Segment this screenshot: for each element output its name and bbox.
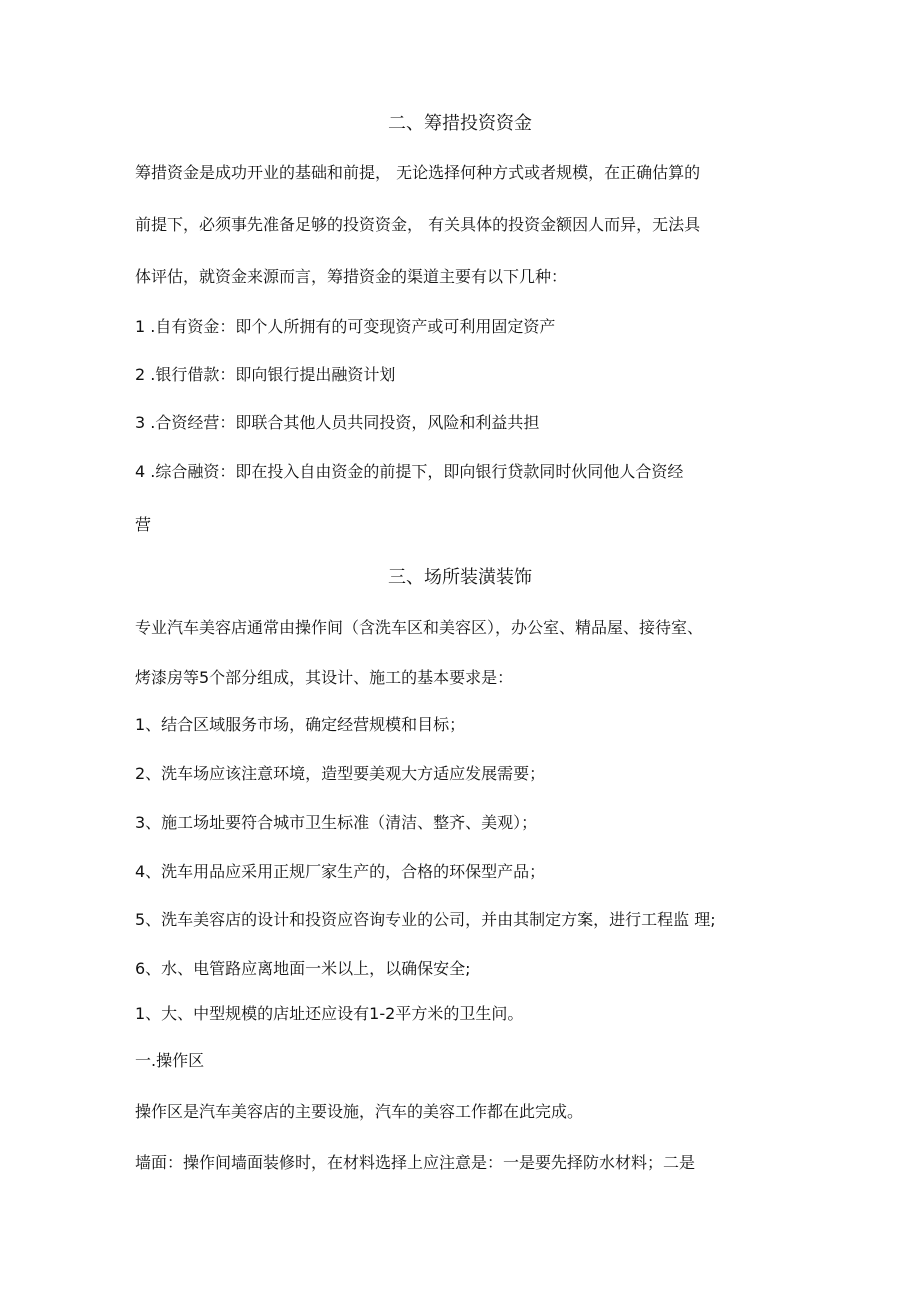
list-item: 2、洗车场应该注意环境，造型要美观大方适应发展需要； — [135, 764, 546, 783]
paragraph-line: 操作区是汽车美容店的主要设施，汽车的美容工作都在此完成。 — [135, 1102, 584, 1121]
list-item: 6、水、电管路应离地面一米以上，以确保安全; — [135, 959, 471, 978]
list-item: 5、洗车美容店的设计和投资应咨询专业的公司，并由其制定方案，进行工程监 理; — [135, 910, 716, 929]
paragraph-line: 墙面：操作间墙面装修时，在材料选择上应注意是：一是要先择防水材料；二是 — [135, 1153, 696, 1172]
paragraph-line: 专业汽车美容店通常由操作间（含洗车区和美容区），办公室、精品屋、接待室、 — [135, 618, 704, 637]
list-item: 3、施工场址要符合城市卫生标准（清洁、整齐、美观）； — [135, 813, 538, 832]
list-item: 1 .自有资金：即个人所拥有的可变现资产或可利用固定资产 — [135, 317, 556, 336]
paragraph-line: 烤漆房等5个部分组成，其设计、施工的基本要求是： — [135, 668, 514, 687]
list-item: 1、结合区域服务市场，确定经营规模和目标； — [135, 715, 466, 734]
list-item: 1、大、中型规模的店址还应设有1-2平方米的卫生问。 — [135, 1004, 524, 1023]
list-item: 2 .银行借款：即向银行提出融资计划 — [135, 365, 396, 384]
paragraph-line: 前提下，必须事先准备足够的投资资金， 有关具体的投资金额因人而异，无法具 — [135, 215, 701, 234]
paragraph-line: 体评估，就资金来源而言，筹措资金的渠道主要有以下几种： — [135, 267, 568, 286]
section-heading-decoration: 三、场所装潢装饰 — [388, 567, 532, 588]
list-item: 4 .综合融资：即在投入自由资金的前提下，即向银行贷款同时伙同他人合资经 — [135, 462, 684, 481]
list-item: 3 .合资经营：即联合其他人员共同投资，风险和利益共担 — [135, 413, 540, 432]
paragraph-line: 筹措资金是成功开业的基础和前提， 无论选择何种方式或者规模，在正确估算的 — [135, 163, 701, 182]
list-item-continuation: 营 — [135, 515, 152, 534]
subheading-operation-area: 一.操作区 — [135, 1051, 205, 1070]
list-item: 4、洗车用品应采用正规厂家生产的，合格的环保型产品； — [135, 862, 546, 881]
section-heading-funding: 二、筹措投资资金 — [388, 113, 532, 134]
